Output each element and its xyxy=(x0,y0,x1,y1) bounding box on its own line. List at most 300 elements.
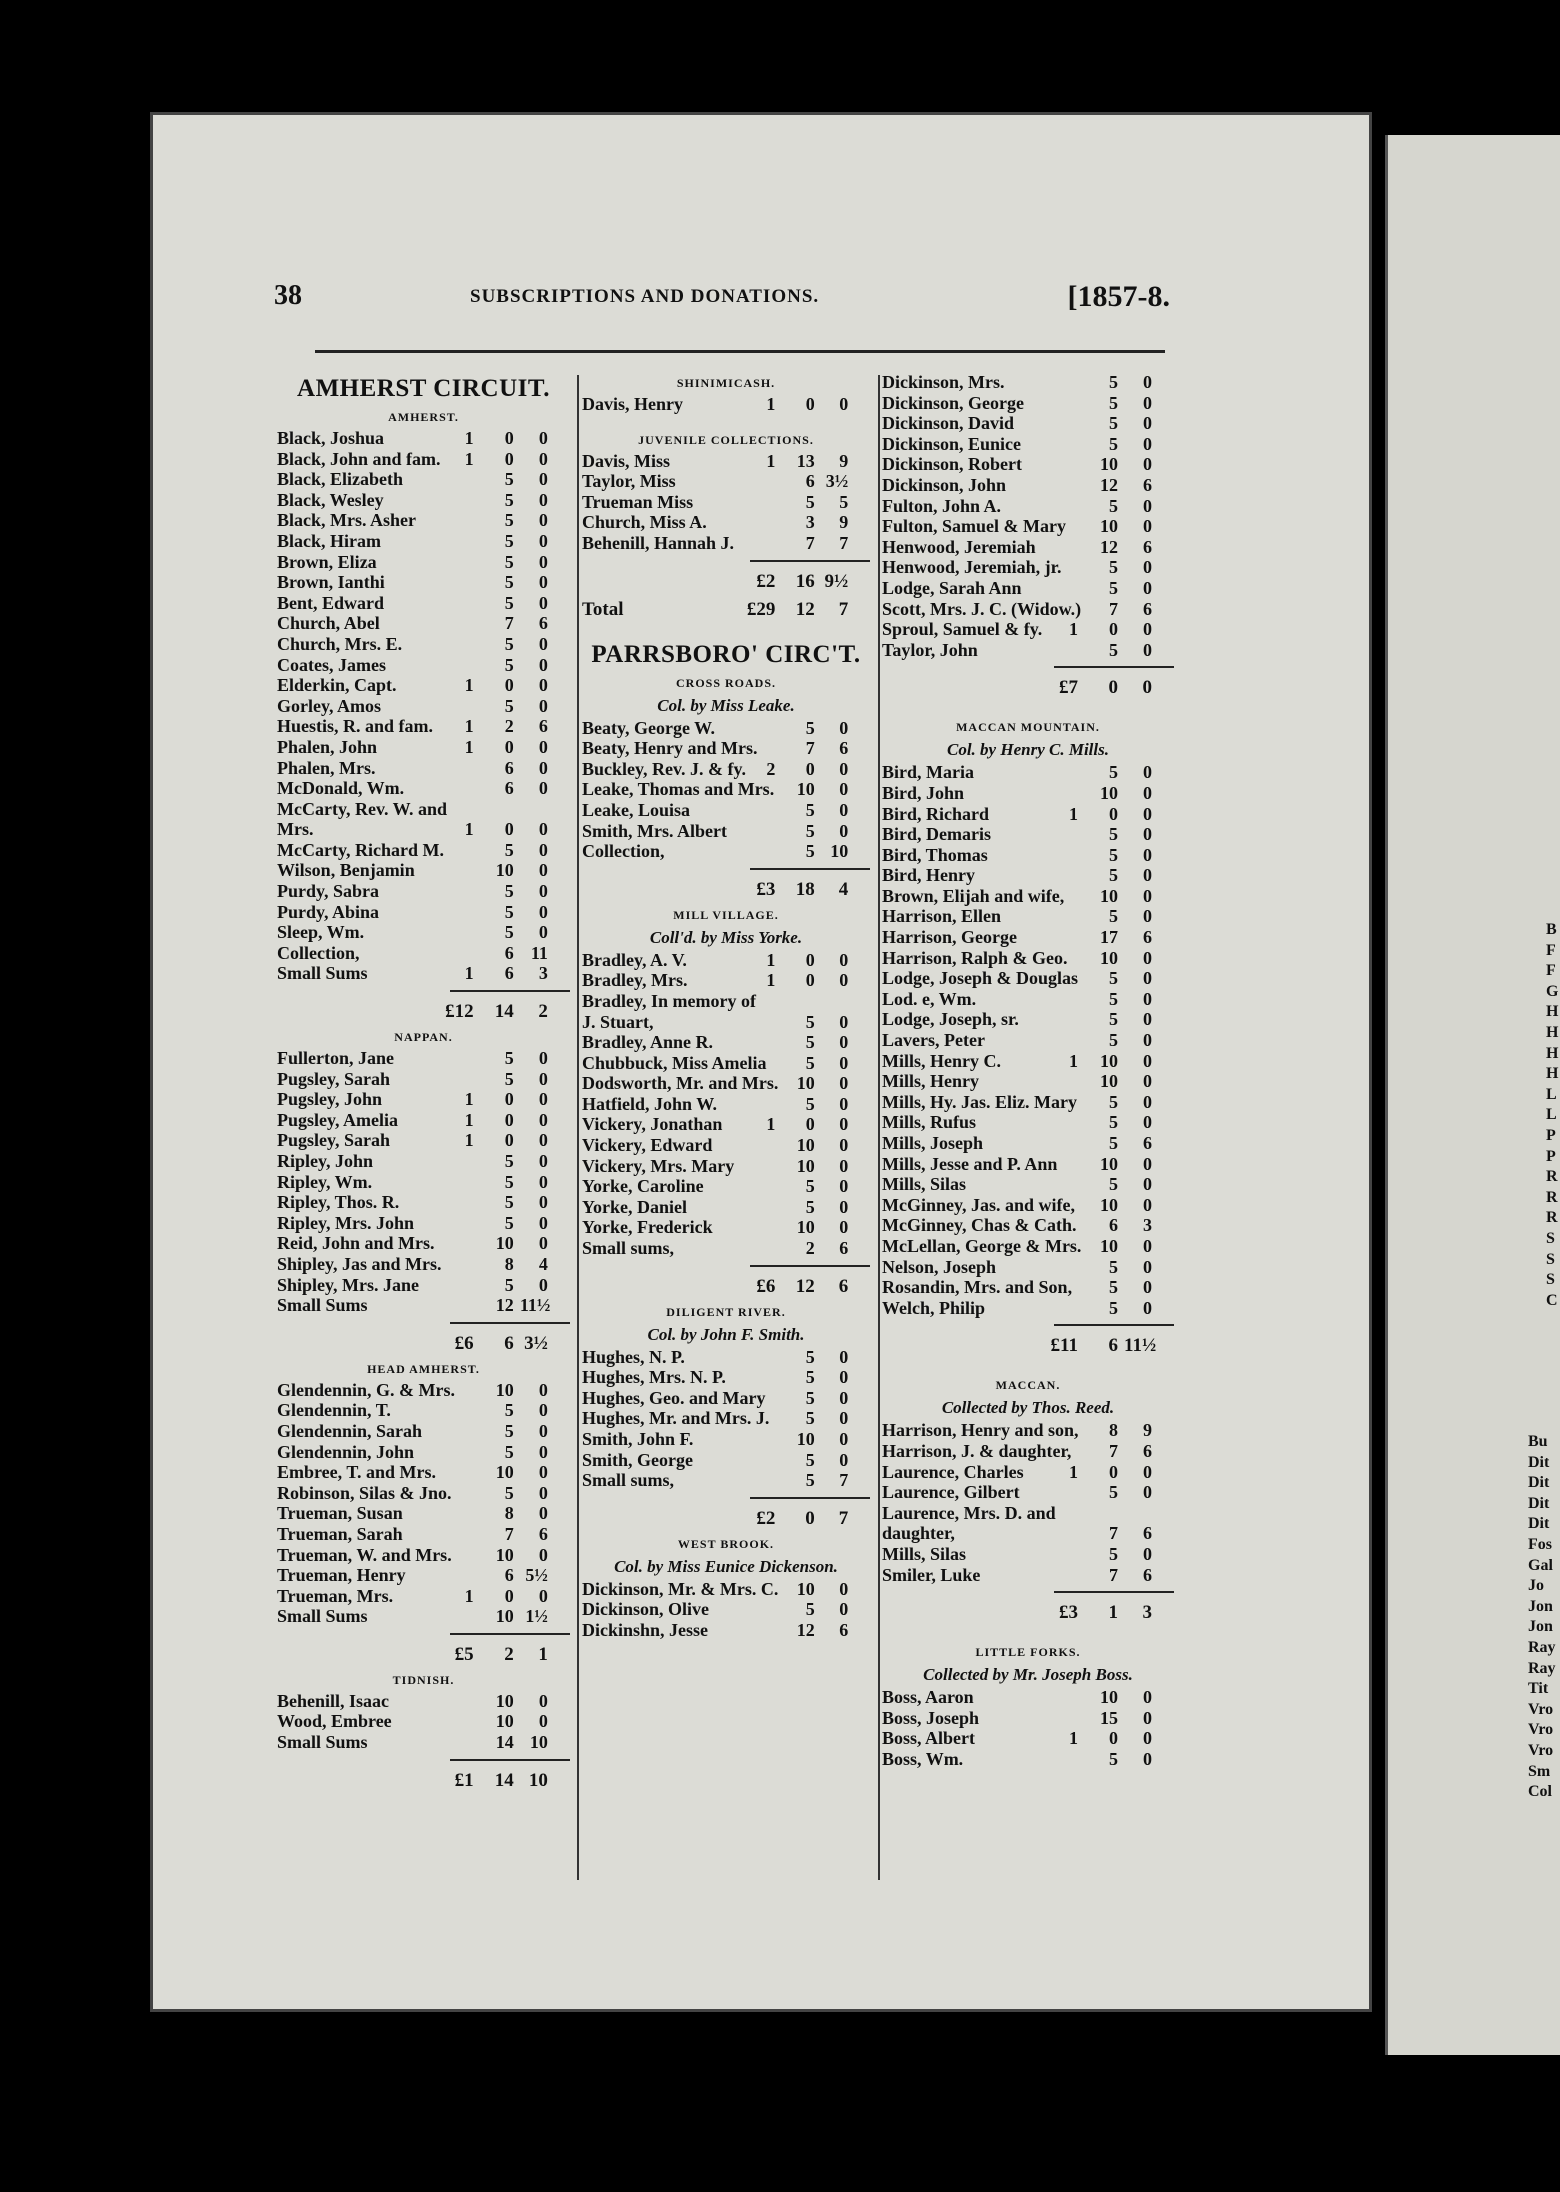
ledger-row xyxy=(582,1429,870,1450)
ledger-row xyxy=(582,821,870,842)
amount-pence: 0 xyxy=(1143,906,1152,927)
entry-name: Lod. e, Wm. xyxy=(882,988,977,1009)
ledger-row xyxy=(582,1367,870,1388)
amount-pence: 0 xyxy=(839,1408,849,1429)
entry-name: Ripley, Mrs. John xyxy=(277,1212,415,1233)
amount-pounds: 1 xyxy=(464,448,474,469)
amount-shillings: 7 xyxy=(805,738,815,759)
amount-shillings: 5 xyxy=(805,1011,815,1032)
ledger-row xyxy=(277,1151,570,1172)
amount-shillings: 10 xyxy=(1100,454,1118,475)
fragment-text: Dit xyxy=(1528,1515,1550,1533)
amount-pounds: 1 xyxy=(464,1130,474,1151)
ledger-row xyxy=(277,1233,570,1254)
amount-shillings: 5 xyxy=(504,1068,514,1089)
fragment-text: B xyxy=(1546,921,1557,938)
ledger-row xyxy=(882,1236,1174,1257)
ledger-row xyxy=(882,1462,1174,1483)
amount-shillings: 5 xyxy=(1109,1297,1118,1318)
amount-shillings: 5 xyxy=(805,1367,815,1388)
column-middle xyxy=(582,372,870,1641)
spacer xyxy=(882,1627,1174,1641)
amount-pounds: £1 xyxy=(454,1769,474,1791)
fragment-text: Sm xyxy=(1528,1762,1551,1780)
section-heading xyxy=(882,716,1174,738)
ledger-row xyxy=(277,1691,570,1712)
entry-name: Vickery, Jonathan xyxy=(582,1114,723,1135)
amount-pence: 6 xyxy=(1143,1564,1152,1585)
amount-pence: 0 xyxy=(839,820,849,841)
ledger-row xyxy=(277,881,570,902)
amount-shillings: 5 xyxy=(504,654,514,675)
amount-pounds: 1 xyxy=(1069,619,1078,640)
fragment-text: S xyxy=(1546,1230,1555,1247)
ledger-row xyxy=(882,1195,1174,1216)
entry-name: Yorke, Daniel xyxy=(582,1196,687,1217)
entry-name: Smiler, Luke xyxy=(882,1564,981,1585)
amount-pence: 0 xyxy=(1143,1050,1152,1071)
amount-pence: 0 xyxy=(1143,1153,1152,1174)
amount-pence: 10 xyxy=(830,841,849,862)
amount-shillings: 7 xyxy=(1109,1440,1118,1461)
entry-name: SHINIMICASH. xyxy=(676,376,776,390)
amount-shillings: 5 xyxy=(504,572,514,593)
amount-pence: 11 xyxy=(530,942,548,963)
amount-pence: 0 xyxy=(1143,762,1152,783)
ledger-row xyxy=(882,1174,1174,1195)
entry-name: MACCAN MOUNTAIN. xyxy=(956,720,1100,735)
amount-pence: 0 xyxy=(1143,968,1152,989)
subtotal-row xyxy=(582,1273,870,1301)
ledger-row xyxy=(277,1213,570,1234)
ledger-row xyxy=(582,1197,870,1218)
amount-pence: 0 xyxy=(538,551,548,572)
amount-shillings: 10 xyxy=(796,1578,815,1599)
ledger-row xyxy=(582,1032,870,1053)
ledger-row xyxy=(277,963,570,984)
amount-pence: 0 xyxy=(538,1690,548,1711)
subtotal-row xyxy=(582,876,870,904)
entry-name: Church, Mrs. E. xyxy=(277,633,403,654)
entry-name: Hughes, Mr. and Mrs. J. xyxy=(582,1408,770,1429)
amount-shillings: 7 xyxy=(1109,1523,1118,1544)
amount-pence: 3 xyxy=(1143,1215,1152,1236)
amount-shillings: 5 xyxy=(1109,392,1118,413)
ledger-row xyxy=(582,1217,870,1238)
amount-shillings: 5 xyxy=(1109,1174,1118,1195)
ledger-row xyxy=(277,1295,570,1316)
amount-shillings: 14 xyxy=(494,1769,514,1791)
amount-shillings: 6 xyxy=(1108,1335,1118,1357)
amount-pence: 0 xyxy=(839,799,849,820)
ledger-row xyxy=(277,1483,570,1504)
amount-pence: 0 xyxy=(839,1599,849,1620)
subtotal-rule xyxy=(277,984,570,998)
ledger-row xyxy=(277,1586,570,1607)
subtotal-row xyxy=(277,998,570,1026)
ledger-row xyxy=(277,1503,570,1524)
amount-shillings: 5 xyxy=(1109,639,1118,660)
entry-name: Smith, John F. xyxy=(582,1429,694,1449)
entry-name: Elderkin, Capt. xyxy=(277,675,397,696)
amount-pounds: £5 xyxy=(454,1643,474,1665)
ledger-row xyxy=(582,1470,870,1491)
entry-name: Phalen, John xyxy=(277,736,378,757)
amount-pounds: 1 xyxy=(464,1585,474,1606)
entry-name: Collected by Thos. Reed. xyxy=(941,1398,1115,1418)
amount-pence: 0 xyxy=(538,819,548,840)
amount-shillings: 0 xyxy=(1109,1728,1118,1749)
ledger-row xyxy=(882,413,1174,434)
entry-name: Dickinshn, Jesse xyxy=(582,1619,709,1640)
entry-name: McGinney, Chas & Cath. xyxy=(882,1215,1077,1236)
fragment-text: Jon xyxy=(1528,1618,1553,1636)
amount-shillings: 5 xyxy=(1109,824,1118,845)
amount-shillings: 7 xyxy=(1109,1564,1118,1585)
amount-shillings: 5 xyxy=(1109,988,1118,1009)
amount-shillings: 5 xyxy=(805,1176,815,1197)
amount-pounds: 1 xyxy=(464,716,474,737)
ledger-row xyxy=(277,1254,570,1275)
amount-pence: 5 xyxy=(839,491,849,512)
entry-name: Trueman, Sarah xyxy=(277,1523,403,1544)
ledger-row xyxy=(882,1009,1174,1030)
ledger-row xyxy=(277,1442,570,1463)
entry-name: McLellan, George & Mrs. xyxy=(882,1235,1082,1256)
entry-name: Ripley, Thos. R. xyxy=(277,1192,400,1213)
amount-pence: 0 xyxy=(839,1052,849,1073)
ledger-row xyxy=(277,1048,570,1069)
entry-name: Lodge, Joseph, sr. xyxy=(882,1009,1019,1030)
entry-name: Collected by Mr. Joseph Boss. xyxy=(923,1665,1133,1685)
header-rule xyxy=(315,350,1165,353)
entry-name: Glendennin, G. & Mrs. xyxy=(277,1379,456,1400)
page-title: SUBSCRIPTIONS AND DONATIONS. xyxy=(470,286,820,307)
amount-shillings: 5 xyxy=(504,1151,514,1171)
entry-name: Brown, Ianthi xyxy=(277,572,385,593)
entry-name: Reid, John and Mrs. xyxy=(277,1233,435,1254)
entry-name: Davis, Miss xyxy=(582,450,671,471)
amount-shillings: 5 xyxy=(504,1420,514,1441)
fragment-text: Col xyxy=(1528,1783,1552,1801)
amount-shillings: 5 xyxy=(1109,865,1118,886)
ledger-row xyxy=(882,640,1174,661)
column-right xyxy=(882,372,1174,1769)
entry-name: Bird, John xyxy=(882,782,965,803)
fragment-text: F xyxy=(1546,962,1556,980)
amount-shillings: 7 xyxy=(504,613,514,634)
entry-name: MILL VILLAGE. xyxy=(673,907,779,922)
ledger-row xyxy=(582,512,870,533)
ledger-row xyxy=(582,1053,870,1074)
amount-pence: 0 xyxy=(538,592,548,613)
amount-shillings: 16 xyxy=(795,570,815,592)
ledger-row xyxy=(882,1482,1174,1503)
ledger-row xyxy=(277,469,570,490)
column-divider xyxy=(577,375,579,1880)
page-header xyxy=(270,280,1170,320)
fragment-text: Ray xyxy=(1528,1639,1556,1656)
amount-shillings: 14 xyxy=(495,1732,514,1753)
entry-name: Laurence, Charles xyxy=(882,1461,1024,1482)
amount-pence: 0 xyxy=(839,1196,849,1217)
ledger-row xyxy=(277,593,570,614)
entry-name: Beaty, George W. xyxy=(582,717,715,738)
fragment-text: C xyxy=(1546,1291,1558,1309)
amount-pence: 4 xyxy=(538,1253,548,1274)
entry-name: Col. by John F. Smith. xyxy=(647,1324,805,1344)
entry-name: Bird, Maria xyxy=(882,762,974,783)
amount-shillings: 5 xyxy=(805,1196,815,1217)
subtotal-rule xyxy=(882,1318,1174,1332)
ledger-row xyxy=(882,1257,1174,1278)
amount-shillings: 5 xyxy=(504,901,514,922)
ledger-row xyxy=(277,943,570,964)
amount-pence: 0 xyxy=(538,1089,548,1110)
amount-shillings: 8 xyxy=(504,1503,514,1524)
amount-pence: 7 xyxy=(838,1507,849,1529)
ledger-row xyxy=(882,557,1174,578)
amount-shillings: 5 xyxy=(504,839,514,860)
amount-pence: 0 xyxy=(1143,1543,1152,1564)
amount-pence: 0 xyxy=(1143,1482,1152,1503)
ledger-row xyxy=(582,800,870,821)
section-heading xyxy=(277,1669,570,1691)
entry-name: Black, Hiram xyxy=(277,530,381,551)
amount-shillings: 10 xyxy=(796,1217,815,1238)
entry-name: Dickinson, Robert xyxy=(882,454,1023,475)
amount-shillings: 0 xyxy=(504,1089,514,1110)
ledger-row xyxy=(882,1030,1174,1051)
entry-name: Dodsworth, Mr. and Mrs. xyxy=(582,1073,779,1094)
ledger-row xyxy=(882,496,1174,517)
amount-pence: 0 xyxy=(839,1135,849,1156)
entry-name: Ripley, Wm. xyxy=(277,1171,373,1192)
amount-pence: 0 xyxy=(1143,865,1152,886)
entry-name: Henwood, Jeremiah xyxy=(882,536,1036,557)
amount-shillings: 7 xyxy=(1109,598,1118,619)
amount-shillings: 5 xyxy=(1109,1543,1118,1564)
entry-name: Behenill, Hannah J. xyxy=(582,532,735,553)
amount-pence: 0 xyxy=(538,839,548,860)
amount-pence: 0 xyxy=(538,1441,548,1462)
amount-pence: 9 xyxy=(839,512,849,533)
ledger-row xyxy=(882,599,1174,620)
ledger-row xyxy=(582,1388,870,1409)
collector-line xyxy=(582,694,870,718)
amount-pence: 11½ xyxy=(1124,1335,1157,1357)
ledger-row xyxy=(882,1277,1174,1298)
amount-pence: 9 xyxy=(1143,1420,1152,1441)
amount-shillings: 5 xyxy=(1109,1112,1118,1133)
entry-name: Small Sums xyxy=(277,1295,368,1316)
ledger-row xyxy=(277,1421,570,1442)
page-number: 38 xyxy=(274,280,302,311)
entry-name: Small Sums xyxy=(277,1732,368,1753)
amount-pence: 10 xyxy=(528,1769,548,1791)
amount-shillings: 5 xyxy=(504,1171,514,1192)
section-heading xyxy=(582,1301,870,1323)
entry-name: Pugsley, Sarah xyxy=(277,1130,391,1151)
entry-name: Wood, Embree xyxy=(277,1711,392,1732)
amount-shillings: 5 xyxy=(1109,1482,1118,1503)
entry-name: AMHERST CIRCUIT. xyxy=(297,375,550,402)
entry-name: Black, Wesley xyxy=(277,489,384,510)
amount-shillings: 5 xyxy=(805,1387,815,1408)
amount-shillings: 0 xyxy=(1109,1461,1118,1482)
amount-pence: 0 xyxy=(538,1711,548,1732)
amount-shillings: 6 xyxy=(504,1565,514,1586)
entry-name: Trueman, Mrs. xyxy=(277,1585,394,1606)
amount-pence: 0 xyxy=(1143,1174,1152,1195)
ledger-row xyxy=(882,1420,1174,1441)
amount-pounds: 1 xyxy=(464,675,474,696)
amount-shillings: 6 xyxy=(504,757,514,778)
ledger-row xyxy=(277,1130,570,1151)
fragment-text: L xyxy=(1546,1085,1557,1103)
amount-shillings: 5 xyxy=(805,1032,815,1053)
fragment-text: Vro xyxy=(1528,1742,1554,1759)
amount-shillings: 0 xyxy=(1108,677,1118,699)
fragment-text: L xyxy=(1546,1106,1557,1124)
entry-name: Buckley, Rev. J. & fy. xyxy=(582,758,747,779)
entry-name: Lodge, Sarah Ann xyxy=(882,577,1022,598)
amount-shillings: 5 xyxy=(805,1052,815,1073)
fragment-text: Jon xyxy=(1528,1597,1553,1615)
amount-shillings: 10 xyxy=(1100,1050,1118,1071)
entry-name: Boss, Albert xyxy=(882,1728,976,1749)
ledger-row xyxy=(582,1238,870,1259)
fragment-text: G xyxy=(1546,982,1559,1000)
amount-pence: 0 xyxy=(1142,677,1152,699)
entry-name: Church, Abel xyxy=(277,613,380,634)
amount-pence: 7 xyxy=(839,532,849,553)
amount-shillings: 5 xyxy=(504,1441,514,1462)
ledger-row xyxy=(277,1462,570,1483)
amount-pence: 0 xyxy=(538,654,548,675)
amount-pence: 0 xyxy=(839,779,849,800)
subtotal-rule xyxy=(582,1491,870,1505)
entry-name: Hatfield, John W. xyxy=(582,1093,718,1114)
amount-shillings: 0 xyxy=(504,1109,514,1130)
amount-shillings: 5 xyxy=(1109,1009,1118,1030)
ledger-row xyxy=(882,434,1174,455)
entry-name: CROSS ROADS. xyxy=(675,675,777,690)
entry-name: daughter, xyxy=(882,1523,955,1544)
fragment-text: Jo xyxy=(1528,1577,1544,1595)
entry-name: McCarty, Rev. W. and xyxy=(277,798,448,819)
amount-pence: 0 xyxy=(538,1048,548,1069)
amount-shillings: 5 xyxy=(805,1449,815,1470)
amount-shillings: 5 xyxy=(1109,1091,1118,1112)
entry-name: Bird, Demaris xyxy=(882,824,991,845)
ledger-row xyxy=(582,779,870,800)
entry-name: Trueman Miss xyxy=(582,491,694,512)
entry-name: Hughes, Mrs. N. P. xyxy=(582,1367,726,1388)
ledger-row xyxy=(882,1441,1174,1462)
amount-pence: 0 xyxy=(1143,1707,1152,1728)
fragment-text: S xyxy=(1546,1271,1555,1289)
ledger-row xyxy=(882,454,1174,475)
ledger-row xyxy=(277,737,570,758)
entry-name: Col. by Miss Eunice Dickenson. xyxy=(614,1556,838,1576)
amount-shillings: 5 xyxy=(805,1470,815,1491)
subtotal-rule xyxy=(582,1259,870,1273)
ledger-row xyxy=(882,537,1174,558)
amount-pence: 0 xyxy=(839,1011,849,1032)
entry-name: Hughes, N. P. xyxy=(582,1346,685,1367)
subtotal-rule xyxy=(277,1753,570,1767)
ledger-row xyxy=(277,552,570,573)
subtotal-row xyxy=(277,1330,570,1358)
ledger-row xyxy=(582,1450,870,1471)
amount-shillings: 10 xyxy=(1100,1194,1118,1215)
ledger-row xyxy=(277,1069,570,1090)
amount-pence: 0 xyxy=(538,922,548,943)
entry-name: Shipley, Jas and Mrs. xyxy=(277,1253,442,1274)
amount-shillings: 5 xyxy=(1109,433,1118,454)
entry-name: Smith, Mrs. Albert xyxy=(582,820,727,841)
ledger-row xyxy=(882,927,1174,948)
amount-shillings: 17 xyxy=(1100,927,1118,948)
entry-name: McCarty, Richard M. xyxy=(277,839,444,860)
spacer xyxy=(882,1360,1174,1374)
ledger-row xyxy=(277,1400,570,1421)
amount-pence: 0 xyxy=(538,1482,548,1503)
section-heading xyxy=(582,372,870,394)
ledger-row xyxy=(882,783,1174,804)
amount-shillings: 10 xyxy=(796,779,815,800)
fragment-text: R xyxy=(1546,1188,1558,1206)
entry-name: Small Sums xyxy=(277,963,368,984)
entry-name: Mrs. xyxy=(277,819,314,840)
column-divider xyxy=(878,375,880,1880)
amount-shillings: 10 xyxy=(1100,1687,1118,1708)
ledger-row xyxy=(277,1275,570,1296)
amount-pounds: 1 xyxy=(464,428,474,448)
entry-name: Total xyxy=(582,598,624,620)
amount-shillings: 10 xyxy=(1100,782,1118,803)
entry-name: Boss, Wm. xyxy=(882,1748,964,1769)
amount-pence: 1 xyxy=(538,1643,548,1665)
ledger-row xyxy=(882,516,1174,537)
entry-name: Scott, Mrs. J. C. (Widow.) xyxy=(882,598,1082,619)
ledger-row xyxy=(882,948,1174,969)
entry-name: Trueman, W. and Mrs. xyxy=(277,1544,452,1565)
amount-pence: 0 xyxy=(538,510,548,531)
fragment-text: Dit xyxy=(1528,1453,1550,1471)
amount-pence: 0 xyxy=(538,1130,548,1151)
ledger-row xyxy=(582,1176,870,1197)
ledger-row xyxy=(277,428,570,449)
subtotal-row xyxy=(582,568,870,596)
entry-name: MACCAN. xyxy=(995,1378,1061,1393)
amount-pence: 0 xyxy=(1143,619,1152,640)
entry-name: Brown, Elijah and wife, xyxy=(882,885,1065,906)
ledger-row xyxy=(882,1154,1174,1175)
entry-name: Sproul, Samuel & fy. xyxy=(882,619,1043,640)
entry-name: Bird, Thomas xyxy=(882,844,988,865)
ledger-row xyxy=(582,1347,870,1368)
entry-name: Shipley, Mrs. Jane xyxy=(277,1274,420,1295)
entry-name: NAPPAN. xyxy=(394,1030,453,1045)
amount-pence: 0 xyxy=(1143,454,1152,475)
entry-name: Behenill, Isaac xyxy=(277,1690,390,1711)
amount-shillings: 10 xyxy=(1100,885,1118,906)
amount-pence: 0 xyxy=(538,469,548,490)
amount-pence: 6 xyxy=(538,1523,548,1544)
amount-pence: 6 xyxy=(838,1275,849,1297)
